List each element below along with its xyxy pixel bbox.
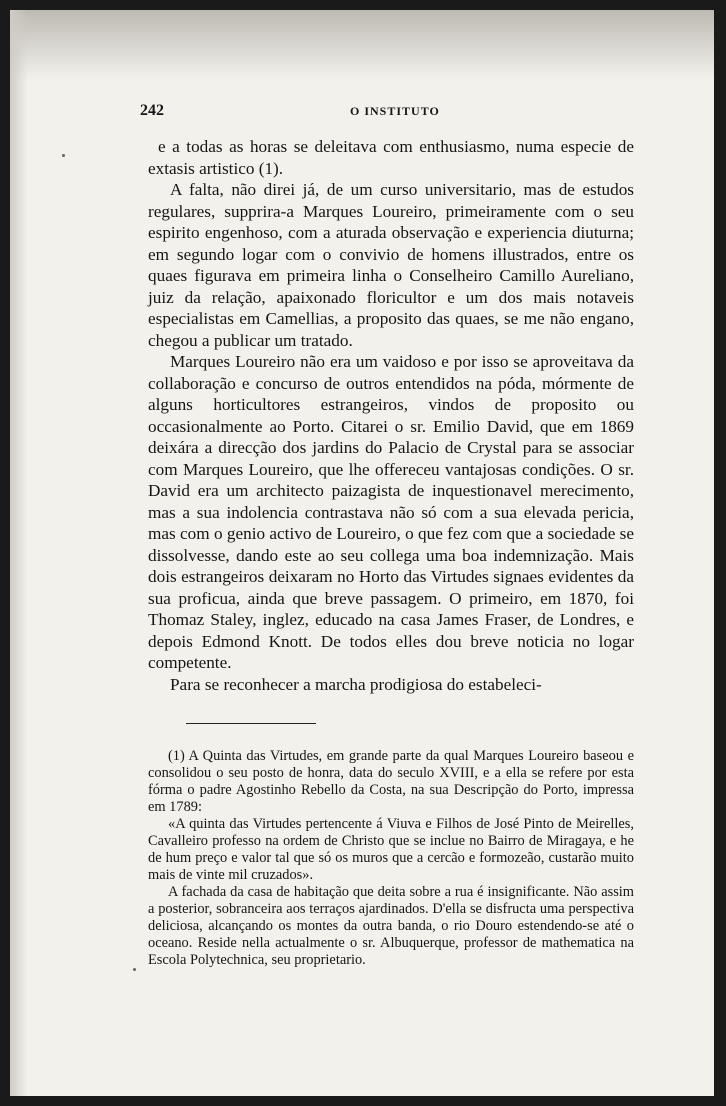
scan-speck [133,968,136,971]
running-title: O INSTITUTO [350,104,440,118]
footnote-paragraph: A fachada da casa de habitação que deita sobre a rua é insignificante. Não assim a posterior, sobranceira aos terraços ajardinados. D'ella se disfructa uma perspectiva deliciosa, alcançando os montes da outra banda, o rio Douro estendendo-se até o oceano. Reside nella actualmente o sr. Albuquerque, professor de mathematica na Escola Polytechnica, seu proprietario. [148,884,634,968]
paragraph: e a todas as horas se deleitava com enthusiasmo, numa especie de extasis artistico (1). [148,137,634,178]
book-page [10,10,714,1096]
paragraph: Para se reconhecer a marcha prodigiosa do estabeleci- [170,674,542,694]
page-number: 242 [140,102,164,119]
footnote [148,748,634,969]
scan-shadow-left [10,10,28,1096]
footnote-paragraph: «A quinta das Virtudes pertencente á Viuva e Filhos de José Pinto de Meirelles, Cavalleiro professo na ordem de Christo que se inclue no Bairro de Miragaya, e he de hum preço e valor tal que só os muros que a cercão e formozeão, custarão muito mais de vinte mil cruzados». [148,816,634,883]
main-text [148,136,634,695]
paragraph: A falta, não direi já, de um curso universitario, mas de estudos regulares, supprira-a Marques Loureiro, primeiramente com o seu espirito engenhoso, com a aturada observação e experiencia diuturna; em segundo logar com o convivio de homens illustrados, entre os quaes figurava em primeira linha o Conselheiro Camillo Aureliano, juiz da relação, apaixonado floricultor e um dos mais notaveis especialistas em Camellias, a proposito das quaes, se me não engano, chegou a publicar um tratado. [148,180,634,350]
paragraph: Marques Loureiro não era um vaidoso e por isso se aproveitava da collaboração e concurso de outros entendidos na póda, mórmente de alguns horticultores estrangeiros, vindos de proposito ou occasionalmente ao Porto. Citarei o sr. Emilio David, que em 1869 deixára a direcção dos jardins do Palacio de Crystal para se associar com Marques Loureiro, que lhe offereceu vantajosas condições. O sr. David era um architecto paizagista de inquestionavel merecimento, mas a sua indolencia contrastava não só com a sua elevada pericia, mas com o genio activo de Loureiro, o que fez com que a sociedade se dissolvesse, dando este ao seu collega uma boa indemnização. Mais dois estrangeiros deixaram no Horto das Virtudes signaes evidentes da sua proficua, ainda que breve passagem. O primeiro, em 1870, foi Thomaz Staley, inglez, educado na casa James Fraser, de Londres, e depois Edmond Knott. De todos elles dou breve noticia no logar competente. [148,352,634,672]
page-header [140,102,606,124]
footnote-divider [186,723,316,724]
footnote-paragraph: (1) A Quinta das Virtudes, em grande parte da qual Marques Loureiro baseou e consolidou o seu posto de honra, data do seculo XVIII, e a ella se refere por esta fórma o padre Agostinho Rebello da Costa, na sua Descripção do Porto, impressa em 1789: [148,748,634,815]
scan-speck [62,154,65,157]
scan-shadow-top [10,10,714,80]
